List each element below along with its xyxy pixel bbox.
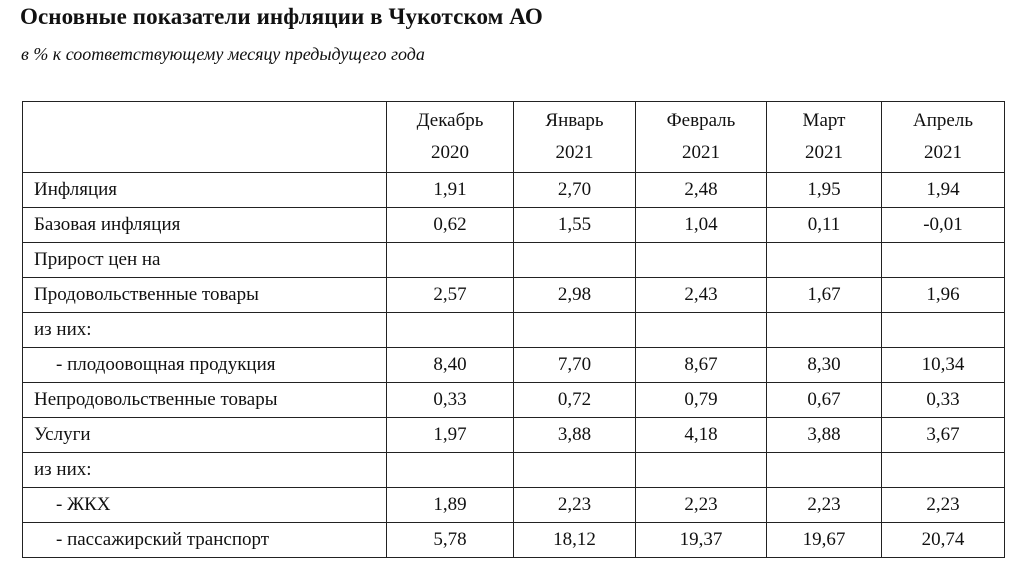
table-cell: 7,70 <box>514 348 636 383</box>
table-cell: 0,67 <box>767 383 882 418</box>
table-cell: 20,74 <box>882 523 1005 558</box>
header-year: 2021 <box>805 142 843 163</box>
header-month: Февраль <box>666 110 736 131</box>
table-row <box>23 208 1005 243</box>
table-cell: 1,96 <box>882 278 1005 313</box>
table-cell: 1,97 <box>387 418 514 453</box>
table-cell: 0,11 <box>767 208 882 243</box>
table-cell: 2,57 <box>387 278 514 313</box>
table-cell <box>767 243 882 278</box>
table-cell <box>636 243 767 278</box>
table-row <box>23 348 1005 383</box>
header-cell <box>387 102 514 173</box>
row-label: Продовольственные товары <box>23 278 387 313</box>
table-cell: 19,67 <box>767 523 882 558</box>
row-label: Услуги <box>23 418 387 453</box>
row-label: Инфляция <box>23 173 387 208</box>
table-cell: 2,48 <box>636 173 767 208</box>
table-cell <box>514 313 636 348</box>
table-cell: 2,70 <box>514 173 636 208</box>
table-cell: 0,72 <box>514 383 636 418</box>
row-label: - плодоовощная продукция <box>23 348 387 383</box>
table-cell: 0,33 <box>387 383 514 418</box>
row-label: из них: <box>23 313 387 348</box>
table-cell: 1,04 <box>636 208 767 243</box>
table-cell: 0,33 <box>882 383 1005 418</box>
table-cell: 3,88 <box>514 418 636 453</box>
table-cell: 18,12 <box>514 523 636 558</box>
table-cell <box>882 453 1005 488</box>
header-year: 2021 <box>924 142 962 163</box>
inflation-table <box>22 101 1005 558</box>
table-cell: 5,78 <box>387 523 514 558</box>
header-row <box>23 102 1005 173</box>
row-label: из них: <box>23 453 387 488</box>
table-cell: 8,40 <box>387 348 514 383</box>
table-cell: 19,37 <box>636 523 767 558</box>
table-cell: 1,89 <box>387 488 514 523</box>
table-cell: 1,95 <box>767 173 882 208</box>
table-cell: 3,67 <box>882 418 1005 453</box>
row-label: Прирост цен на <box>23 243 387 278</box>
table-row <box>23 488 1005 523</box>
table-cell: 2,98 <box>514 278 636 313</box>
table-cell: 1,55 <box>514 208 636 243</box>
header-month: Март <box>802 110 846 131</box>
table-cell: 1,94 <box>882 173 1005 208</box>
table-cell: 1,91 <box>387 173 514 208</box>
header-cell <box>767 102 882 173</box>
table-cell <box>387 243 514 278</box>
table-cell: 1,67 <box>767 278 882 313</box>
header-cell <box>514 102 636 173</box>
table-cell: 0,62 <box>387 208 514 243</box>
table-cell: 8,30 <box>767 348 882 383</box>
table-row <box>23 173 1005 208</box>
table-cell <box>882 243 1005 278</box>
row-label: Непродовольственные товары <box>23 383 387 418</box>
table-cell: 0,79 <box>636 383 767 418</box>
table-row <box>23 313 1005 348</box>
table-cell: 3,88 <box>767 418 882 453</box>
table-cell: 2,23 <box>514 488 636 523</box>
table-cell <box>767 453 882 488</box>
table-cell: 4,18 <box>636 418 767 453</box>
table-cell <box>514 243 636 278</box>
table-row <box>23 243 1005 278</box>
table-cell: 2,43 <box>636 278 767 313</box>
header-year: 2021 <box>555 142 594 163</box>
table-cell <box>387 453 514 488</box>
table-cell <box>882 313 1005 348</box>
page-subtitle: в % к соответствующему месяцу предыдущего года <box>21 44 425 64</box>
table-row <box>23 383 1005 418</box>
header-month: Декабрь <box>416 110 484 131</box>
header-cell <box>882 102 1005 173</box>
table-cell: -0,01 <box>882 208 1005 243</box>
table-cell: 2,23 <box>636 488 767 523</box>
table-cell <box>636 313 767 348</box>
table-cell <box>767 313 882 348</box>
table-cell <box>514 453 636 488</box>
table-cell: 2,23 <box>767 488 882 523</box>
header-month: Январь <box>545 110 604 131</box>
header-corner-cell <box>23 102 387 173</box>
table-cell: 8,67 <box>636 348 767 383</box>
header-month: Апрель <box>913 110 973 131</box>
table-cell: 10,34 <box>882 348 1005 383</box>
header-year: 2020 <box>431 142 469 163</box>
row-label: Базовая инфляция <box>23 208 387 243</box>
header-cell <box>636 102 767 173</box>
table-row <box>23 278 1005 313</box>
page-title: Основные показатели инфляции в Чукотском АО <box>20 4 543 29</box>
row-label: - ЖКХ <box>23 488 387 523</box>
row-label: - пассажирский транспорт <box>23 523 387 558</box>
table-row <box>23 418 1005 453</box>
table-cell: 2,23 <box>882 488 1005 523</box>
table-row <box>23 453 1005 488</box>
table-cell <box>636 453 767 488</box>
header-year: 2021 <box>682 142 720 163</box>
table-cell <box>387 313 514 348</box>
table-row <box>23 523 1005 558</box>
